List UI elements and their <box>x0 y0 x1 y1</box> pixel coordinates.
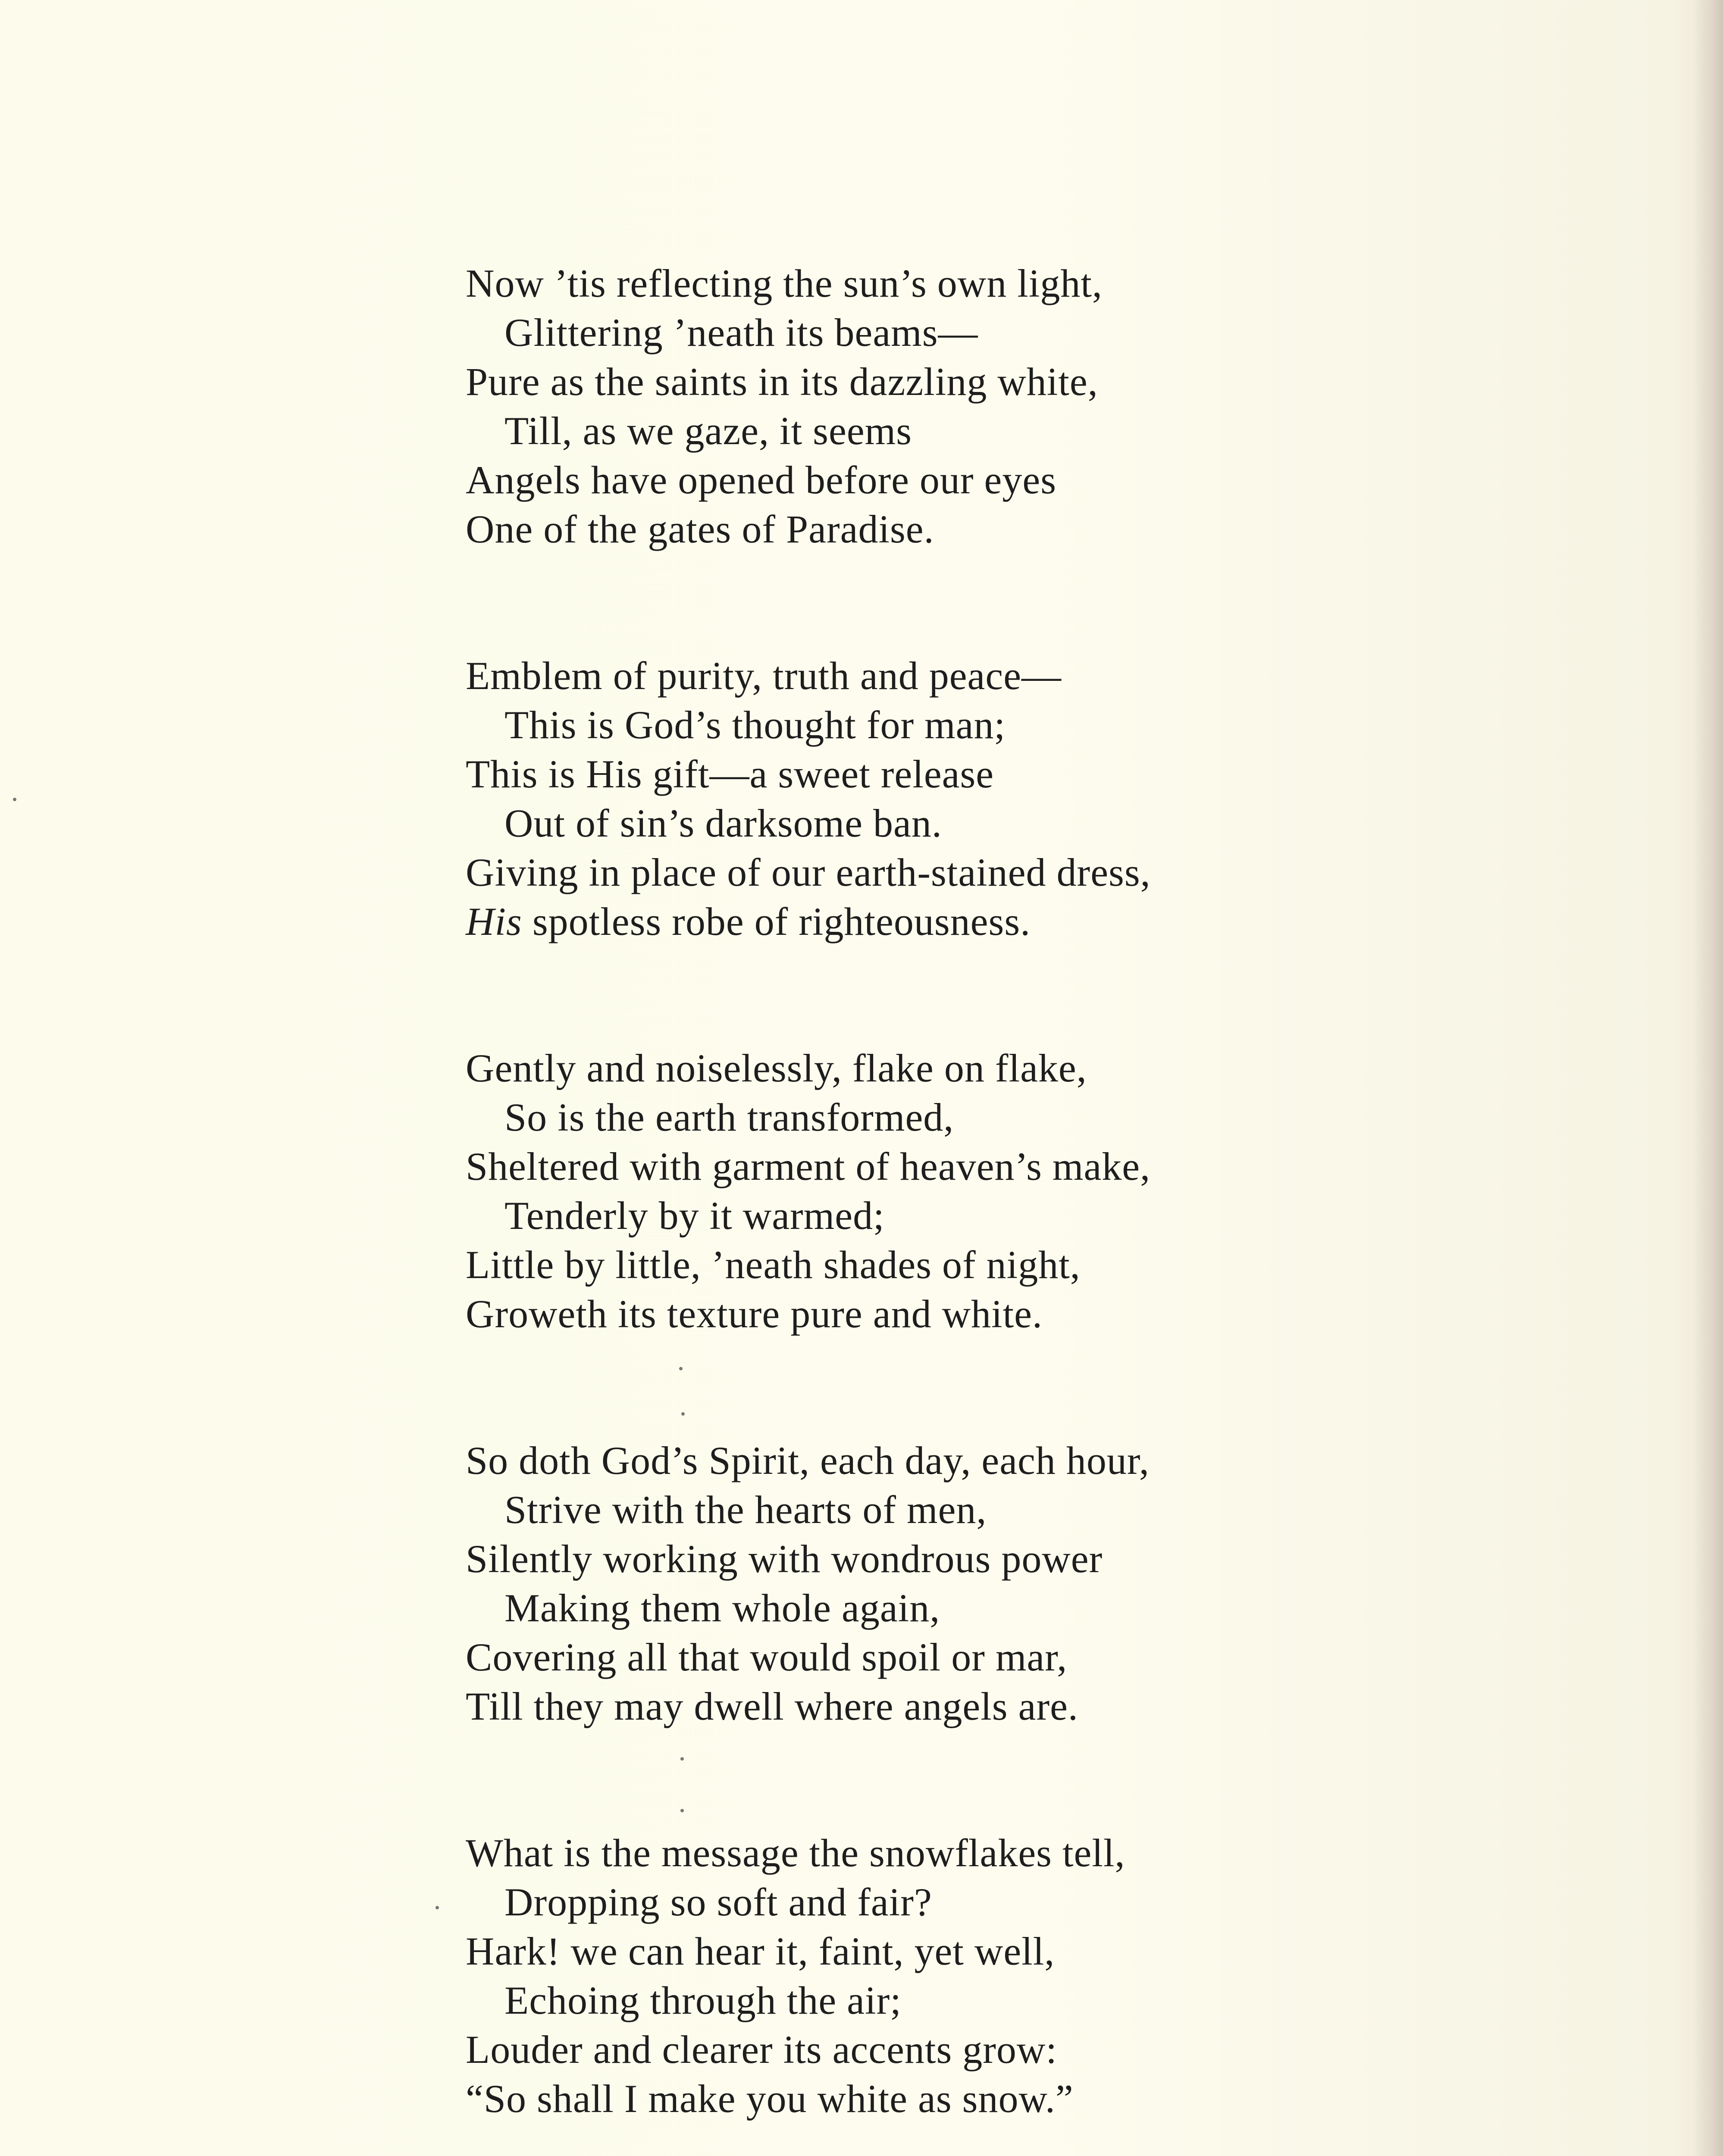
emphasis-word: His <box>466 899 522 943</box>
poem-line: Louder and clearer its accents grow: <box>466 2028 1057 2071</box>
poem-line: Till they may dwell where angels are. <box>466 1684 1078 1728</box>
poem-line: Groweth its texture pure and white. <box>466 1292 1043 1336</box>
stanza-4 <box>466 1436 1328 1731</box>
poem-line: Little by little, ’neath shades of night, <box>466 1243 1081 1287</box>
poem-line: What is the message the snowflakes tell, <box>466 1831 1125 1875</box>
poem-line: “So shall I make you white as snow.” <box>466 2077 1074 2121</box>
poem-line: Glittering ’neath its beams— <box>504 310 978 354</box>
poem-line-rest: spotless robe of righteousness. <box>522 899 1031 943</box>
poem-line: Pure as the saints in its dazzling white, <box>466 360 1098 404</box>
print-speck <box>13 798 16 801</box>
poem-line: Silently working with wondrous power <box>466 1537 1103 1581</box>
poem-line: Till, as we gaze, it seems <box>504 409 912 453</box>
print-speck <box>681 1412 685 1416</box>
print-speck <box>680 1757 684 1761</box>
poem-line: This is His gift—a sweet release <box>466 752 994 796</box>
print-speck <box>680 1809 684 1812</box>
poem-line: One of the gates of Paradise. <box>466 507 934 551</box>
poem-line: Echoing through the air; <box>504 1978 902 2022</box>
poem-line: Making them whole again, <box>504 1586 940 1630</box>
poem-line: Now ’tis reflecting the sun’s own light, <box>466 261 1103 305</box>
page-edge-shadow <box>1693 0 1723 2156</box>
poem-line: Dropping so soft and fair? <box>504 1880 932 1924</box>
poem-line: Emblem of purity, truth and peace— <box>466 654 1062 698</box>
poem-line: Covering all that would spoil or mar, <box>466 1635 1068 1679</box>
poem-line: Giving in place of our earth-stained dress, <box>466 850 1151 894</box>
stanza-5 <box>466 1828 1328 2123</box>
poem-line: So doth God’s Spirit, each day, each hour, <box>466 1438 1150 1482</box>
poem-line: Angels have opened before our eyes <box>466 458 1057 502</box>
poem-line: So is the earth transformed, <box>504 1095 954 1139</box>
stanza-2 <box>466 651 1328 946</box>
poem-line: This is God’s thought for man; <box>504 703 1006 747</box>
poem-line: Tenderly by it warmed; <box>504 1194 885 1238</box>
stanza-3 <box>466 1044 1328 1338</box>
poem-line <box>466 897 1328 946</box>
print-speck <box>679 1367 683 1370</box>
poem-line: Out of sin’s darksome ban. <box>504 801 942 845</box>
stanza-1 <box>466 259 1328 554</box>
poem-line: Sheltered with garment of heaven’s make, <box>466 1144 1151 1188</box>
poem-line: Strive with the hearts of men, <box>504 1488 987 1532</box>
poem-line: Gently and noiselessly, flake on flake, <box>466 1046 1087 1090</box>
print-speck <box>435 1906 439 1909</box>
poem-line: Hark! we can hear it, faint, yet well, <box>466 1929 1055 1973</box>
